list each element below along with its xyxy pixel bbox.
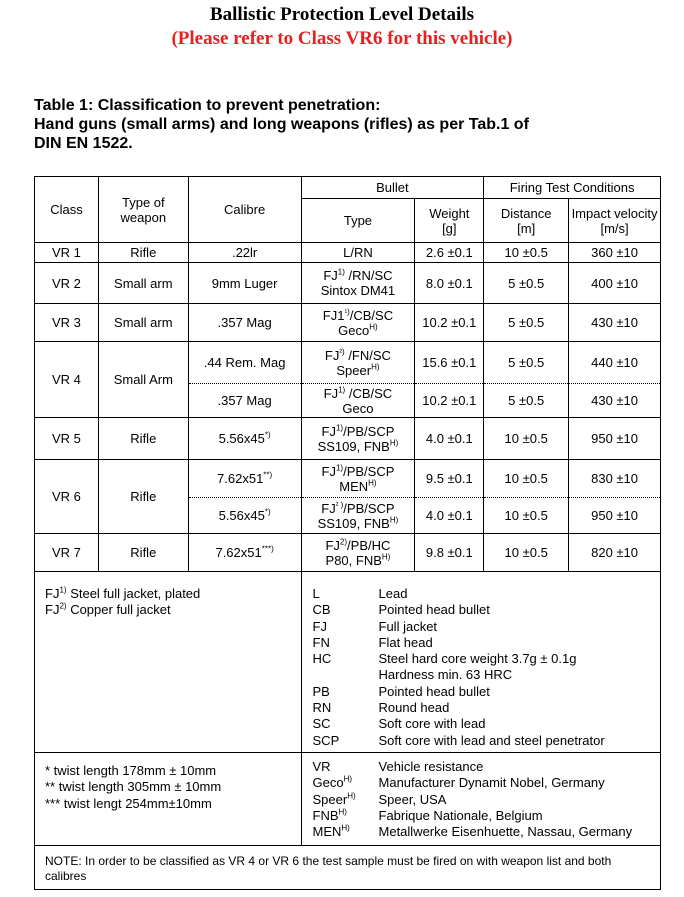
velocity-cell: 360 ±10 bbox=[569, 243, 661, 263]
twist-notes bbox=[35, 753, 302, 846]
jacket-notes-list bbox=[45, 586, 301, 619]
legend-abbr: PB bbox=[312, 683, 330, 699]
type-text: FJ bbox=[325, 537, 340, 553]
weapon-cell: Rifle bbox=[98, 243, 188, 263]
calibre-text: 7.62x51 bbox=[217, 471, 264, 486]
calibre-cell: .22lr bbox=[188, 243, 301, 263]
legend-item bbox=[313, 586, 660, 602]
legend-desc: Metallwerke Eisenhuette, Nassau, Germany bbox=[378, 824, 633, 840]
legend-abbr bbox=[313, 775, 379, 791]
weapon-cell: Small Arm bbox=[98, 342, 188, 418]
velocity-cell: 950 ±10 bbox=[569, 498, 661, 534]
legend-abbr-sup: H) bbox=[343, 774, 353, 784]
heading-line: Table 1: Classification to prevent penetration: bbox=[34, 97, 381, 114]
twist-note: *** twist lengt 254mm±10mm bbox=[45, 795, 212, 811]
table-row bbox=[35, 263, 661, 304]
type-text: Geco bbox=[338, 322, 370, 338]
legend-abbr: HC bbox=[312, 651, 332, 667]
header-impact-unit: [m/s] bbox=[600, 220, 629, 236]
type-text: /PB/SCP bbox=[343, 463, 395, 479]
table-row bbox=[35, 418, 661, 460]
weapon-cell: Rifle bbox=[98, 418, 188, 460]
manufacturer-legend bbox=[301, 753, 660, 846]
header-class: Class bbox=[35, 177, 99, 243]
legend-desc: Soft core with lead and steel penetrator bbox=[378, 732, 605, 748]
legend-abbr: SC bbox=[312, 716, 331, 732]
legend-abbr bbox=[313, 808, 379, 824]
header-weight-unit: [g] bbox=[442, 220, 457, 236]
type-text: /PB/SCP bbox=[343, 500, 395, 516]
type-text: /PB/SCP bbox=[343, 423, 395, 439]
legend-item bbox=[313, 700, 660, 716]
distance-cell: 5 ±0.5 bbox=[484, 263, 569, 304]
type-sup: H) bbox=[389, 515, 399, 525]
legend-abbr bbox=[313, 824, 379, 840]
legend-desc: Soft core with lead bbox=[378, 716, 486, 732]
table-row bbox=[35, 534, 661, 572]
calibre-sup: *) bbox=[264, 507, 271, 517]
type-text: FJ bbox=[324, 347, 340, 363]
legend-item bbox=[313, 667, 660, 683]
note-row bbox=[35, 846, 661, 890]
type-sup: ² ) bbox=[335, 500, 344, 510]
type-cell bbox=[301, 263, 415, 304]
type-cell bbox=[301, 384, 415, 418]
weight-cell: 10.2 ±0.1 bbox=[415, 384, 484, 418]
note-text: NOTE: In order to be classified as VR 4 or VR 6 the test sample must be fired on with weapon list and both calibres bbox=[35, 846, 661, 890]
twist-note: ** twist length 305mm ± 10mm bbox=[45, 779, 222, 795]
calibre-cell: .44 Rem. Mag bbox=[188, 342, 301, 384]
legend-abbr-text: FNB bbox=[312, 807, 339, 823]
type-text: Speer bbox=[336, 362, 372, 378]
legend-item bbox=[313, 733, 660, 749]
legend-desc: Pointed head bullet bbox=[378, 602, 490, 618]
header-firing-test: Firing Test Conditions bbox=[484, 177, 661, 199]
legend-item bbox=[313, 602, 660, 618]
class-cell: VR 3 bbox=[35, 304, 99, 342]
velocity-cell: 820 ±10 bbox=[569, 534, 661, 572]
header-type: Type bbox=[301, 199, 415, 243]
table-row bbox=[35, 304, 661, 342]
legend-abbr-text: VR bbox=[312, 759, 331, 774]
legend-desc: Hardness min. 63 HRC bbox=[378, 667, 513, 683]
type-text: P80, FNB bbox=[325, 552, 382, 568]
legend-item bbox=[313, 651, 660, 667]
velocity-cell: 430 ±10 bbox=[569, 384, 661, 418]
legend-desc: Pointed head bullet bbox=[378, 683, 490, 699]
type-sup: 1) bbox=[335, 423, 344, 433]
legend-abbr-text: Speer bbox=[312, 791, 348, 807]
legend-abbr: L bbox=[312, 586, 320, 601]
jacket-note-sup: 2) bbox=[59, 601, 67, 611]
velocity-cell: 830 ±10 bbox=[569, 460, 661, 498]
calibre-cell bbox=[188, 498, 301, 534]
page-title: Ballistic Protection Level Details bbox=[209, 4, 474, 25]
legend-abbr: CB bbox=[312, 602, 331, 618]
table-row bbox=[35, 460, 661, 498]
twist-note: * twist length 178mm ± 10mm bbox=[45, 763, 217, 778]
legend-abbr: FJ bbox=[312, 618, 327, 634]
type-sup: H) bbox=[371, 362, 380, 372]
legend-item bbox=[313, 824, 660, 840]
jacket-notes bbox=[35, 572, 302, 753]
header-weight-label: Weight bbox=[429, 205, 470, 221]
type-sup: 1) bbox=[335, 463, 344, 473]
weight-cell: 9.5 ±0.1 bbox=[415, 460, 484, 498]
class-cell: VR 4 bbox=[35, 342, 99, 418]
legend-item bbox=[313, 619, 660, 635]
legend-item bbox=[313, 775, 660, 791]
calibre-text: 5.56x45 bbox=[218, 431, 265, 446]
header-type-of-weapon: Type of weapon bbox=[98, 177, 188, 243]
velocity-cell: 440 ±10 bbox=[569, 342, 661, 384]
class-cell: VR 7 bbox=[35, 534, 99, 572]
legend-desc: Flat head bbox=[378, 634, 433, 650]
header-weight bbox=[415, 199, 484, 243]
distance-cell: 5 ±0.5 bbox=[484, 304, 569, 342]
type-sup: H) bbox=[368, 478, 377, 488]
calibre-cell: .357 Mag bbox=[188, 384, 301, 418]
calibre-cell: .357 Mag bbox=[188, 304, 301, 342]
type-text: /RN/SC bbox=[344, 268, 393, 283]
weight-cell: 4.0 ±0.1 bbox=[415, 418, 484, 460]
type-cell bbox=[301, 498, 415, 534]
legend-item bbox=[313, 808, 660, 824]
legend-row bbox=[35, 572, 661, 753]
type-text: FJ bbox=[323, 268, 338, 283]
manufacturer-list bbox=[313, 759, 660, 840]
jacket-note-text: Steel full jacket, plated bbox=[66, 586, 201, 601]
type-text: FJ bbox=[323, 385, 339, 401]
calibre-sup: *) bbox=[264, 430, 271, 440]
type-text: SS109, FNB bbox=[317, 438, 390, 454]
legend-desc: Fabrique Nationale, Belgium bbox=[378, 807, 543, 823]
distance-cell: 10 ±0.5 bbox=[484, 243, 569, 263]
header-impact-label: Impact velocity bbox=[571, 205, 658, 221]
calibre-text: 5.56x45 bbox=[218, 508, 265, 523]
weapon-cell: Small arm bbox=[98, 263, 188, 304]
weight-cell: 10.2 ±0.1 bbox=[415, 304, 484, 342]
class-cell: VR 2 bbox=[35, 263, 99, 304]
weight-cell: 8.0 ±0.1 bbox=[415, 263, 484, 304]
calibre-text: 7.62x51 bbox=[215, 545, 262, 560]
type-text: /CB/SC bbox=[345, 385, 393, 401]
jacket-note bbox=[45, 586, 301, 602]
type-sup: 2) bbox=[339, 537, 348, 547]
distance-cell: 10 ±0.5 bbox=[484, 460, 569, 498]
legend-item bbox=[313, 792, 660, 808]
legend-desc: Vehicle resistance bbox=[378, 759, 484, 774]
weapon-cell: Rifle bbox=[98, 460, 188, 534]
class-cell: VR 6 bbox=[35, 460, 99, 534]
type-cell bbox=[301, 342, 415, 384]
type-text: Geco bbox=[342, 400, 374, 416]
calibre-cell bbox=[188, 418, 301, 460]
table-row bbox=[35, 243, 661, 263]
type-sup: H) bbox=[369, 322, 378, 332]
type-cell: L/RN bbox=[301, 243, 415, 263]
legend-desc: Lead bbox=[378, 586, 408, 601]
class-cell: VR 5 bbox=[35, 418, 99, 460]
type-sup: H) bbox=[389, 438, 399, 448]
jacket-note bbox=[45, 602, 301, 618]
legend-abbr bbox=[313, 792, 379, 808]
legend-row bbox=[35, 753, 661, 846]
header-distance-unit: [m] bbox=[517, 220, 536, 236]
twist-notes-list bbox=[45, 763, 301, 812]
type-text: FJ1 bbox=[322, 307, 345, 323]
distance-cell: 10 ±0.5 bbox=[484, 498, 569, 534]
legend-desc: Round head bbox=[378, 700, 450, 716]
type-cell bbox=[301, 534, 415, 572]
type-text: /CB/SC bbox=[349, 307, 394, 323]
table-heading bbox=[34, 96, 529, 153]
legend-desc: Manufacturer Dynamit Nobel, Germany bbox=[378, 775, 605, 791]
header-impact-velocity bbox=[569, 199, 661, 243]
jacket-note-abbr: FJ bbox=[45, 602, 60, 618]
jacket-note-sup: 1) bbox=[59, 585, 67, 595]
type-sup: 1) bbox=[338, 385, 346, 395]
type-text: /PB/HC bbox=[347, 537, 391, 553]
legend-desc: Steel hard core weight 3.7g ± 0.1g bbox=[378, 651, 577, 667]
weight-cell: 4.0 ±0.1 bbox=[415, 498, 484, 534]
type-text: MEN bbox=[339, 478, 369, 494]
type-text: FJ bbox=[321, 500, 336, 516]
jacket-note-text: Copper full jacket bbox=[66, 602, 171, 618]
type-sup: ²) bbox=[339, 347, 345, 357]
type-text: FJ bbox=[321, 423, 336, 439]
class-cell: VR 1 bbox=[35, 243, 99, 263]
velocity-cell: 430 ±10 bbox=[569, 304, 661, 342]
abbreviation-legend bbox=[301, 572, 660, 753]
legend-abbr: SCP bbox=[312, 732, 340, 748]
velocity-cell: 950 ±10 bbox=[569, 418, 661, 460]
type-text: Sintox DM41 bbox=[320, 283, 396, 298]
distance-cell: 10 ±0.5 bbox=[484, 534, 569, 572]
type-sup: 1) bbox=[337, 267, 345, 277]
legend-item bbox=[313, 759, 660, 775]
legend-abbr-text: MEN bbox=[312, 824, 342, 840]
header-distance bbox=[484, 199, 569, 243]
legend-abbr-sup: H) bbox=[347, 791, 356, 801]
jacket-note-abbr: FJ bbox=[45, 586, 60, 601]
type-cell bbox=[301, 304, 415, 342]
legend-desc: Speer, USA bbox=[378, 791, 447, 807]
legend-desc: Full jacket bbox=[378, 618, 438, 634]
legend-abbr bbox=[313, 667, 379, 683]
weight-cell: 2.6 ±0.1 bbox=[415, 243, 484, 263]
type-text: FJ bbox=[321, 463, 336, 479]
calibre-sup: ***) bbox=[261, 544, 274, 554]
weight-cell: 15.6 ±0.1 bbox=[415, 342, 484, 384]
type-text: /FN/SC bbox=[344, 347, 391, 363]
classification-table bbox=[34, 176, 661, 890]
page-subtitle: (Please refer to Class VR6 for this vehicle) bbox=[171, 28, 513, 49]
calibre-sup: **) bbox=[263, 470, 273, 480]
legend-item bbox=[313, 716, 660, 732]
legend-item bbox=[313, 635, 660, 651]
type-sup: H) bbox=[381, 552, 391, 562]
legend-abbr bbox=[313, 759, 379, 775]
legend-abbr-sup: H) bbox=[338, 807, 347, 817]
calibre-cell bbox=[188, 534, 301, 572]
header-calibre: Calibre bbox=[188, 177, 301, 243]
legend-abbr: RN bbox=[312, 700, 332, 716]
legend-abbr-sup: H) bbox=[341, 823, 350, 833]
distance-cell: 5 ±0.5 bbox=[484, 342, 569, 384]
distance-cell: 5 ±0.5 bbox=[484, 384, 569, 418]
legend-abbr-text: Geco bbox=[312, 775, 344, 791]
table-row bbox=[35, 342, 661, 384]
type-cell bbox=[301, 460, 415, 498]
calibre-cell bbox=[188, 460, 301, 498]
header-distance-label: Distance bbox=[500, 205, 552, 221]
calibre-cell: 9mm Luger bbox=[188, 263, 301, 304]
header-bullet: Bullet bbox=[301, 177, 484, 199]
heading-line: DIN EN 1522. bbox=[34, 135, 133, 152]
abbreviation-list bbox=[313, 586, 660, 749]
type-sup: ¹) bbox=[344, 307, 350, 317]
distance-cell: 10 ±0.5 bbox=[484, 418, 569, 460]
weight-cell: 9.8 ±0.1 bbox=[415, 534, 484, 572]
velocity-cell: 400 ±10 bbox=[569, 263, 661, 304]
weapon-cell: Small arm bbox=[98, 304, 188, 342]
type-text: SS109, FNB bbox=[317, 515, 390, 531]
legend-item bbox=[313, 684, 660, 700]
type-cell bbox=[301, 418, 415, 460]
legend-abbr: FN bbox=[312, 634, 330, 650]
heading-line: Hand guns (small arms) and long weapons (rifles) as per Tab.1 of bbox=[34, 116, 529, 133]
weapon-cell: Rifle bbox=[98, 534, 188, 572]
